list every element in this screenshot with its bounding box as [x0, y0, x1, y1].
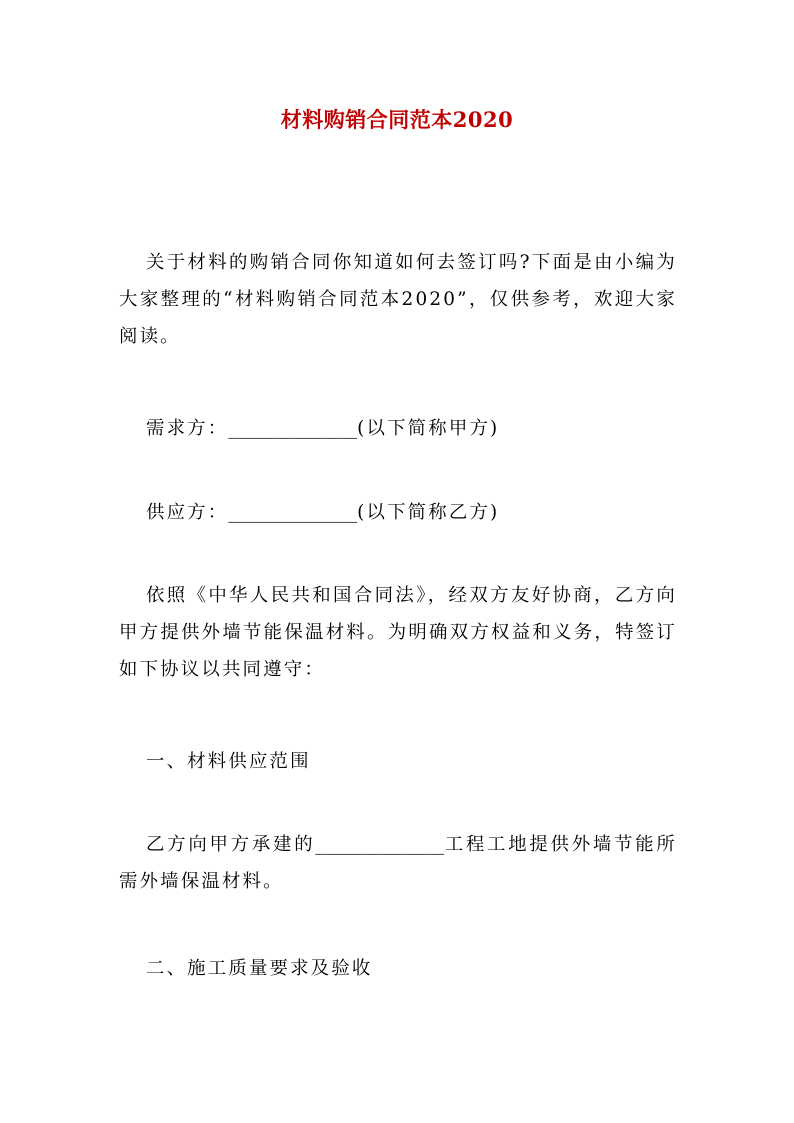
intro-paragraph: 关于材料的购销合同你知道如何去签订吗?下面是由小编为大家整理的“材料购销合同范本2020”，仅供参考，欢迎大家阅读。 [119, 252, 677, 347]
section1-blank: ______________ [315, 834, 445, 855]
section1-text-before: 乙方向甲方承建的 [146, 834, 316, 855]
section1-text-after: 工程工地提供外墙节能所需外墙保温材料。 [119, 834, 677, 892]
basis-paragraph: 依照《中华人民共和国合同法》，经双方友好协商，乙方向甲方提供外墙节能保温材料。为明确双方权益和义务，特签订如下协议以共同遵守： [119, 585, 677, 680]
buyer-line [119, 410, 677, 447]
buyer-blank: ______________ [228, 418, 358, 439]
buyer-label: 需求方： [146, 418, 229, 439]
seller-label: 供应方： [146, 502, 229, 523]
section2-heading: 二、施工质量要求及验收 [146, 958, 373, 979]
buyer-note: (以下简称甲方) [357, 418, 500, 439]
seller-blank: ______________ [228, 502, 358, 523]
seller-note: (以下简称乙方) [357, 502, 500, 523]
section1-paragraph [119, 826, 677, 900]
document-title: 材料购销合同范本2020 [280, 107, 514, 132]
section1-heading: 一、材料供应范围 [146, 751, 311, 772]
seller-line [119, 494, 677, 531]
